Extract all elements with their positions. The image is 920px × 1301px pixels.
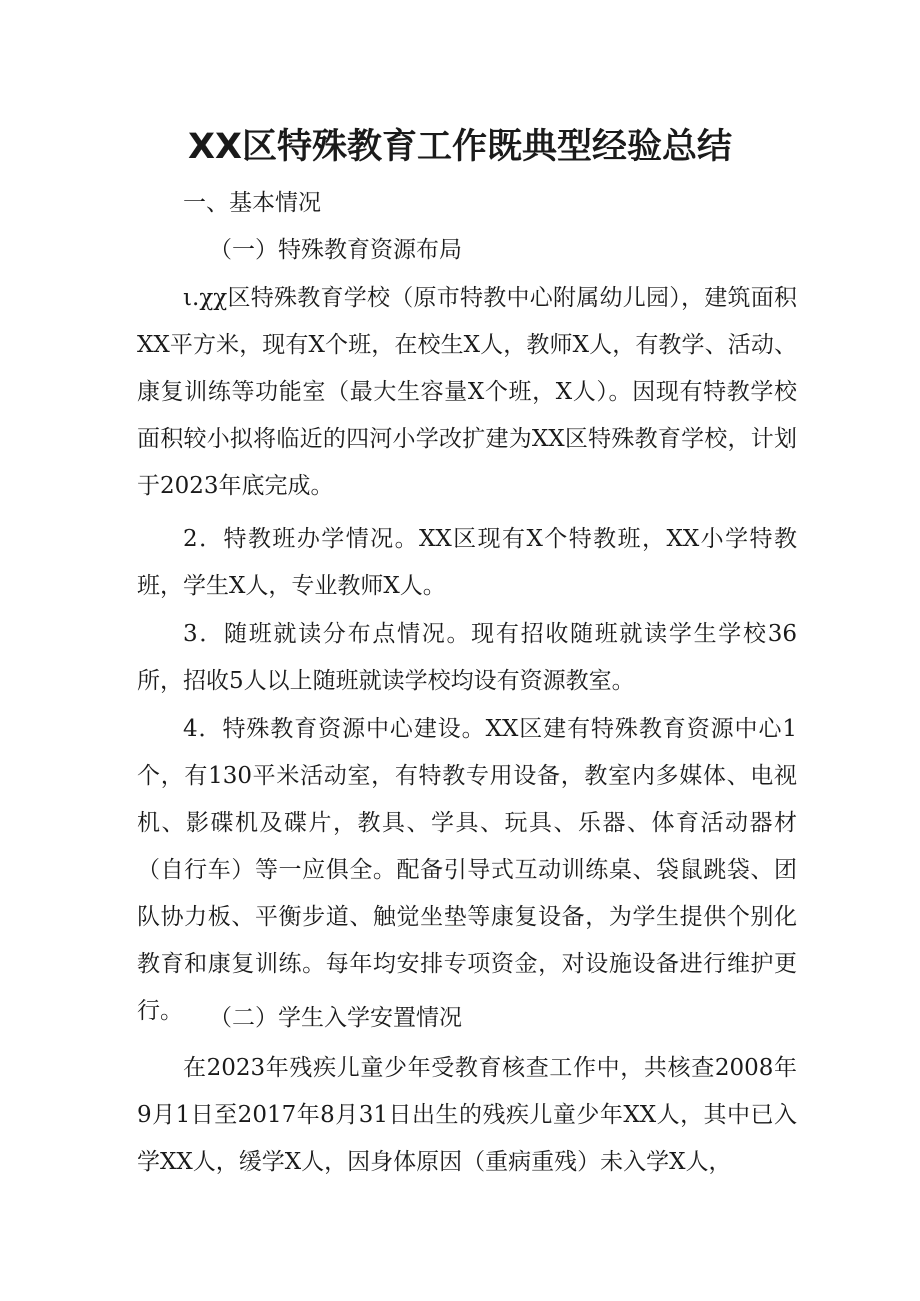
paragraph-resource-center: 4．特殊教育资源中心建设。XX区建有特殊教育资源中心1个，有130平米活动室，有特教专用设备，教室内多媒体、电视机、影碟机及碟片，教具、学具、玩具、乐器、体育活动器材（自行车）等一应俱全。配备引导式互动训练桌、袋鼠跳袋、团队协力板、平衡步道、触觉坐垫等康复设备，为学生提供个别化教育和康复训练。每年均安排专项资金，对设施设备进行维护更行。 <box>137 716 797 1024</box>
subsection-heading-enrollment: （二）学生入学安置情况 <box>209 1005 462 1031</box>
paragraph-inclusive-schools: 3．随班就读分布点情况。现有招收随班就读学生学校36所，招收5人以上随班就读学校均设有资源教室。 <box>137 621 797 694</box>
paragraph-special-school: ι.χχ区特殊教育学校（原市特教中心附属幼儿园），建筑面积XX平方米，现有X个班，在校生X人，教师X人，有教学、活动、康复训练等功能室（最大生容量X个班，X人）。因现有特教学校面积较小拟将临近的四河小学改扩建为XX区特殊教育学校，计划于2023年底完成。 <box>137 285 797 499</box>
section-heading-basic-situation: 一、基本情况 <box>183 190 321 216</box>
subsection-heading-resource-layout: （一）特殊教育资源布局 <box>209 237 462 263</box>
paragraph-enrollment-check: 在2023年残疾儿童少年受教育核查工作中，共核查2008年9月1日至2017年8月31日出生的残疾儿童少年XX人，其中已入学XX人，缓学X人，因身体原因（重病重残）未入学X人， <box>137 1055 797 1175</box>
paragraph-special-classes: 2．特教班办学情况。XX区现有X个特教班，XX小学特教班，学生X人，专业教师X人。 <box>137 526 797 599</box>
document-title: XX区特殊教育工作既典型经验总结 <box>188 127 732 167</box>
